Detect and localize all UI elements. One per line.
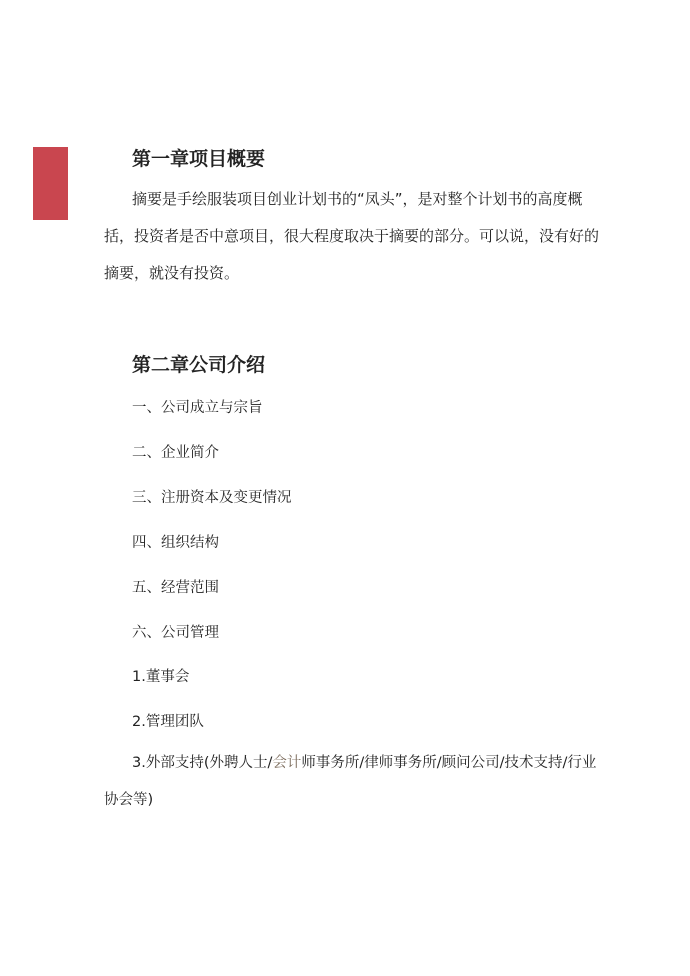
red-accent-bar [33, 147, 68, 220]
chapter1-summary-text: 摘要是手绘服装项目创业计划书的“凤头”，是对整个计划书的高度概括，投资者是否中意项目，很大程度取决于摘要的部分。可以说，没有好的摘要，就没有投资。 [104, 190, 600, 282]
list-item-3: 三、注册资本及变更情况 [132, 490, 292, 506]
list-item-board: 1.董事会 [132, 669, 190, 685]
external-support-text-1: 3.外部支持(外聘人士/ [132, 755, 273, 771]
list-item-management-team: 2.管理团队 [132, 714, 204, 730]
chapter1-title: 第一章项目概要 [132, 148, 266, 170]
list-item-5: 五、经营范围 [132, 580, 219, 596]
external-support-highlight: 会计 [272, 755, 302, 771]
chapter2-title: 第二章公司介绍 [132, 354, 266, 376]
chapter1-summary [104, 181, 600, 292]
list-item-2: 二、企业简介 [132, 445, 219, 461]
external-support-text-2: 师事务所/律师事务所/顾问公司/技术支持/行业协会等) [104, 755, 597, 808]
list-item-4: 四、组织结构 [132, 535, 219, 551]
list-item-1: 一、公司成立与宗旨 [132, 400, 263, 416]
list-item-external-support [104, 745, 604, 819]
list-item-6: 六、公司管理 [132, 625, 219, 641]
